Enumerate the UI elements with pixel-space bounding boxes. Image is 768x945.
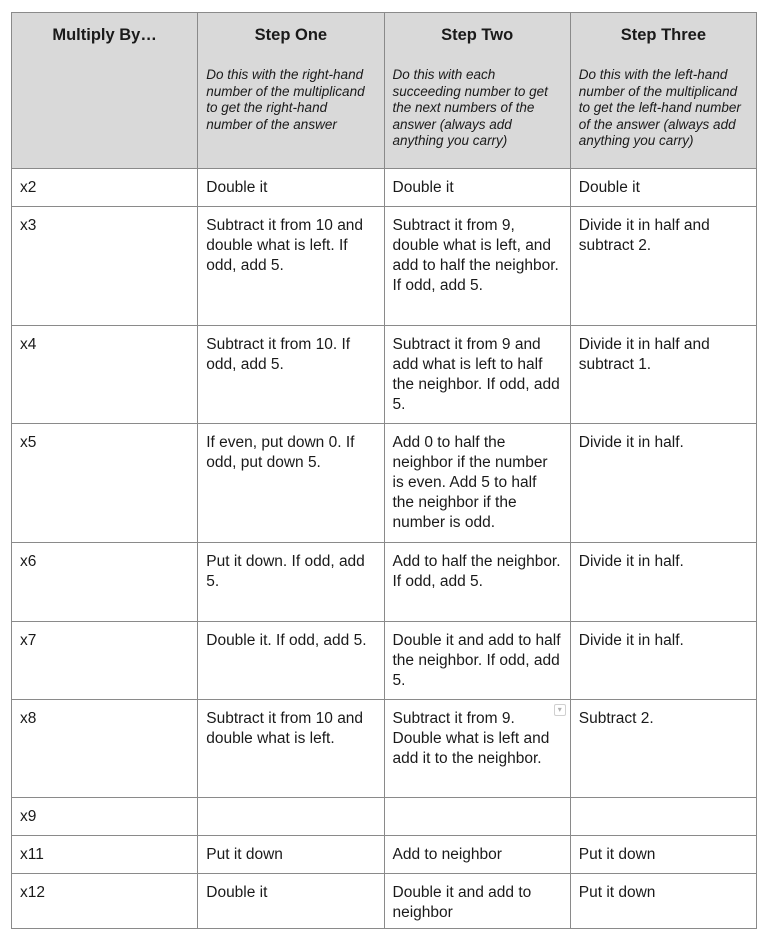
step-two-cell: Subtract it from 9, double what is left, and add to half the neighbor. If odd, add 5. [384, 207, 570, 326]
step-two-cell: Add to half the neighbor. If odd, add 5. [384, 543, 570, 622]
step-three-cell: Divide it in half and subtract 2. [570, 207, 756, 326]
step-three-cell: Put it down [570, 836, 756, 874]
header-step-three [570, 13, 756, 169]
step-one-cell: Double it [198, 169, 384, 207]
header-step-one [198, 13, 384, 169]
header-step-one-description: Do this with the right-hand number of the multiplicand to get the right-hand number of the answer [206, 67, 365, 132]
multiplier-cell: x11 [12, 836, 198, 874]
table-row [12, 326, 757, 424]
step-two-cell: Add to neighbor [384, 836, 570, 874]
multiplier-cell: x4 [12, 326, 198, 424]
table-row [12, 836, 757, 874]
step-three-cell: Divide it in half and subtract 1. [570, 326, 756, 424]
multiplier-cell: x5 [12, 424, 198, 543]
step-two-cell: Add 0 to half the neighbor if the number is even. Add 5 to half the neighbor if the number is odd. [384, 424, 570, 543]
table-row [12, 169, 757, 207]
step-one-cell: If even, put down 0. If odd, put down 5. [198, 424, 384, 543]
step-three-cell: Divide it in half. [570, 424, 756, 543]
multiplication-steps-table [11, 12, 757, 929]
header-row [12, 13, 757, 169]
multiplier-cell: x7 [12, 622, 198, 700]
table-row [12, 543, 757, 622]
step-one-cell: Subtract it from 10 and double what is left. If odd, add 5. [198, 207, 384, 326]
step-one-cell: Double it. If odd, add 5. [198, 622, 384, 700]
header-step-two [384, 13, 570, 169]
multiplier-cell: x8 [12, 700, 198, 798]
step-three-cell: Subtract 2. [570, 700, 756, 798]
table-row [12, 207, 757, 326]
step-two-cell [384, 798, 570, 836]
multiplier-cell: x2 [12, 169, 198, 207]
multiplier-cell: x9 [12, 798, 198, 836]
header-step-two-description: Do this with each succeeding number to get the next numbers of the answer (always add anything you carry) [392, 67, 548, 148]
step-two-cell: Subtract it from 9 and add what is left to half the neighbor. If odd, add 5. [384, 326, 570, 424]
step-three-cell: Divide it in half. [570, 543, 756, 622]
header-step-three-title: Step Three [620, 26, 707, 44]
header-step-one-title: Step One [254, 26, 328, 44]
table-row [12, 700, 757, 798]
table-row [12, 622, 757, 700]
step-two-cell: Double it and add to half the neighbor. If odd, add 5. [384, 622, 570, 700]
table-row [12, 874, 757, 929]
step-two-cell: Double it and add to neighbor [384, 874, 570, 929]
header-multiply-by-title: Multiply By… [52, 26, 157, 44]
table-row [12, 424, 757, 543]
step-two-cell: Double it [384, 169, 570, 207]
step-one-cell: Put it down. If odd, add 5. [198, 543, 384, 622]
header-step-three-description: Do this with the left-hand number of the multiplicand to get the left-hand number of the answer (always add anything you carry) [578, 67, 741, 148]
step-one-cell: Subtract it from 10 and double what is left. [198, 700, 384, 798]
multiplier-cell: x6 [12, 543, 198, 622]
multiplier-cell: x12 [12, 874, 198, 929]
header-multiply-by [12, 13, 198, 169]
cell-menu-icon[interactable]: ▾ [554, 704, 566, 716]
step-one-cell: Double it [198, 874, 384, 929]
step-three-cell: Double it [570, 169, 756, 207]
header-step-two-title: Step Two [441, 26, 514, 44]
table-row [12, 798, 757, 836]
step-three-cell: Put it down [570, 874, 756, 929]
step-one-cell [198, 798, 384, 836]
step-three-cell: Divide it in half. [570, 622, 756, 700]
step-one-cell: Put it down [198, 836, 384, 874]
multiplier-cell: x3 [12, 207, 198, 326]
step-two-cell: Subtract it from 9. Double what is left and add it to the neighbor. ▾ [384, 700, 570, 798]
step-three-cell [570, 798, 756, 836]
step-one-cell: Subtract it from 10. If odd, add 5. [198, 326, 384, 424]
